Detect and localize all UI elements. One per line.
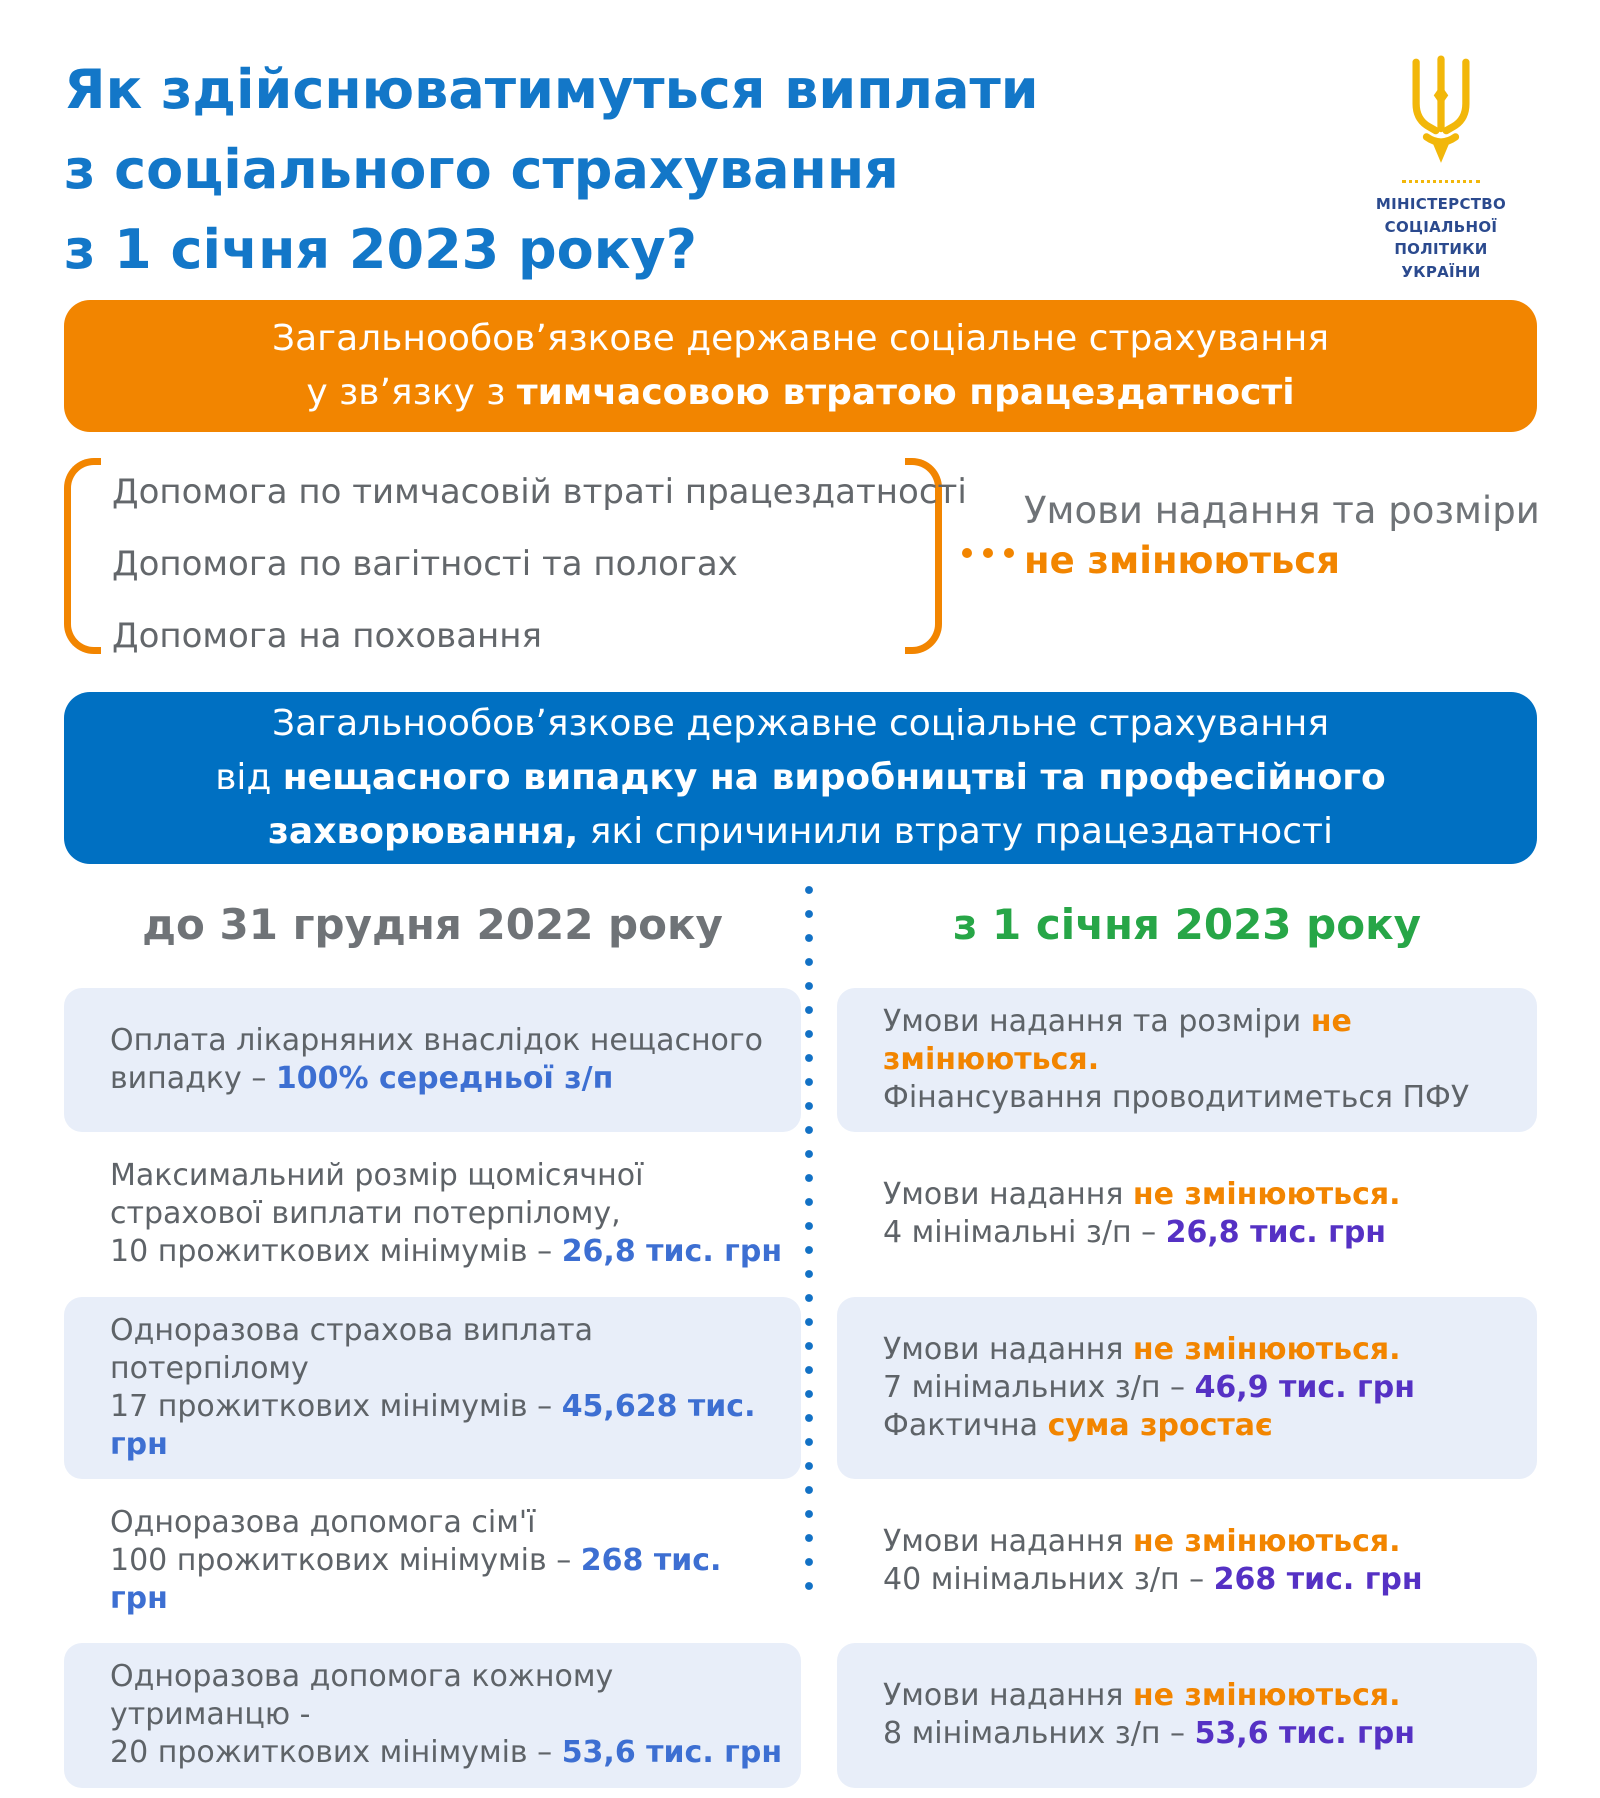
- comparison-row: [64, 1142, 1537, 1286]
- text-segment: 26,8 тис. грн: [561, 1234, 783, 1270]
- page-title-line: з 1 січня 2023 року?: [64, 217, 697, 281]
- text-segment: страхової виплати потерпілому,: [110, 1196, 621, 1232]
- row-left-cell: [64, 1489, 801, 1633]
- benefit-item: Допомога по тимчасовій втраті працездатності: [112, 472, 967, 512]
- row-left-cell: [64, 1142, 801, 1286]
- row-right-cell: [837, 1643, 1537, 1787]
- ministry-name-line: МІНІСТЕРСТВО: [1375, 195, 1507, 213]
- row-right-cell: [837, 1489, 1537, 1633]
- text-line: [883, 1176, 1521, 1214]
- text-line: [110, 1658, 785, 1734]
- text-segment: 268 тис. грн: [110, 1543, 722, 1617]
- text-segment: Фактична: [883, 1407, 1048, 1443]
- text-segment: 4 мінімальні з/п –: [883, 1215, 1166, 1251]
- benefits-note: [1024, 486, 1540, 586]
- text-segment: не змінюються.: [883, 1004, 1352, 1078]
- text-segment: 26,8 тис. грн: [1165, 1215, 1387, 1251]
- text-line: [883, 1561, 1521, 1599]
- text-segment: 17 прожиткових мінімумів –: [110, 1388, 562, 1424]
- ministry-name-line: СОЦІАЛЬНОЇ ПОЛІТИКИ: [1384, 217, 1498, 258]
- banner-text: від: [215, 757, 283, 798]
- text-segment: Оплата лікарняних внаслідок нещасного: [110, 1023, 764, 1059]
- text-segment: 20 прожиткових мінімумів –: [110, 1735, 562, 1771]
- text-segment: 45,628 тис. грн: [110, 1388, 756, 1462]
- text-line: [110, 1060, 785, 1098]
- page-title-line: Як здійснюватимуться виплати: [64, 58, 1039, 121]
- text-segment: 53,6 тис. грн: [1194, 1716, 1415, 1752]
- row-right-cell: [837, 1142, 1537, 1286]
- text-segment: Одноразова допомога сім'ї: [110, 1504, 536, 1540]
- column-header-from-2023: з 1 січня 2023 року: [953, 900, 1421, 949]
- temporary-disability-banner: [64, 300, 1537, 432]
- text-segment: 53,6 тис. грн: [561, 1735, 783, 1771]
- text-line: [110, 1388, 785, 1464]
- text-segment: не змінюються.: [1132, 1523, 1401, 1559]
- benefit-item: Допомога на поховання: [112, 616, 542, 656]
- benefit-list: [112, 472, 967, 688]
- banner-text: які спричинили втрату працездатності: [578, 811, 1333, 852]
- text-line: [110, 1504, 785, 1542]
- comparison-rows: [64, 988, 1537, 1798]
- text-segment: Одноразова страхова виплата потерпілому: [110, 1312, 593, 1386]
- banner-line: [272, 312, 1329, 366]
- ministry-name: [1336, 193, 1546, 283]
- page-title-line: з соціального страхування: [64, 137, 899, 201]
- banner-line: [268, 805, 1333, 859]
- banner-text: у зв’язку з: [306, 372, 517, 413]
- comparison-row: [64, 1489, 1537, 1633]
- text-line: [110, 1734, 785, 1772]
- text-line: [883, 1677, 1521, 1715]
- page-title: [64, 50, 1039, 290]
- ellipsis-dots-icon: [962, 548, 1014, 558]
- text-line: [883, 1079, 1521, 1117]
- text-segment: сума зростає: [1047, 1407, 1273, 1443]
- banner-line: [272, 697, 1329, 751]
- text-line: [110, 1022, 785, 1060]
- text-line: [110, 1312, 785, 1388]
- text-segment: Фінансування проводитиметься ПФУ: [883, 1080, 1470, 1116]
- text-line: [110, 1195, 785, 1233]
- text-segment: Умови надання: [883, 1523, 1133, 1559]
- text-segment: 46,9 тис. грн: [1194, 1369, 1415, 1405]
- text-segment: Умови надання: [883, 1678, 1133, 1714]
- text-line: [110, 1233, 785, 1271]
- text-line: [110, 1542, 785, 1618]
- accident-insurance-banner: [64, 692, 1537, 864]
- text-line: [883, 1369, 1521, 1407]
- benefit-item: Допомога по вагітності та пологах: [112, 544, 738, 584]
- banner-text-bold: тимчасовою втратою працездатності: [516, 372, 1295, 413]
- text-segment: 7 мінімальних з/п –: [883, 1369, 1195, 1405]
- text-segment: 40 мінімальних з/п –: [883, 1562, 1214, 1598]
- text-segment: не змінюються.: [1132, 1678, 1401, 1714]
- text-segment: Умови надання: [883, 1177, 1133, 1213]
- text-segment: Максимальний розмір щомісячної: [110, 1158, 644, 1194]
- text-segment: 100% середньої з/п: [275, 1061, 614, 1097]
- left-bracket-icon: [64, 458, 101, 654]
- text-line: [883, 1331, 1521, 1369]
- benefits-note-highlight: не змінюються: [1024, 538, 1340, 582]
- banner-line: [215, 751, 1386, 805]
- text-segment: Одноразова допомога кожному утриманцю -: [110, 1659, 614, 1733]
- comparison-row: [64, 1297, 1537, 1479]
- text-line: [110, 1157, 785, 1195]
- banner-line: [306, 366, 1294, 420]
- text-segment: не змінюються.: [1132, 1331, 1401, 1367]
- text-segment: Умови надання та розміри: [883, 1004, 1311, 1039]
- benefits-note-text: Умови надання та розміри: [1024, 489, 1540, 532]
- row-left-cell: [64, 988, 801, 1132]
- tryzub-trident-icon: [1336, 56, 1546, 168]
- text-line: [883, 1003, 1521, 1079]
- banner-text: Загальнообов’язкове державне соціальне страхування: [272, 703, 1329, 744]
- column-header-before-2023: до 31 грудня 2022 року: [142, 900, 723, 949]
- comparison-headers: [64, 900, 1537, 949]
- logo-dotted-divider: [1402, 180, 1480, 183]
- banner-text-bold: захворювання,: [268, 811, 579, 852]
- text-segment: 8 мінімальних з/п –: [883, 1716, 1195, 1752]
- banner-text-bold: нещасного випадку на виробництві та професійного: [282, 757, 1386, 798]
- text-line: [883, 1214, 1521, 1252]
- row-right-cell: [837, 988, 1537, 1132]
- text-line: [883, 1407, 1521, 1445]
- text-line: [883, 1715, 1521, 1753]
- comparison-row: [64, 988, 1537, 1132]
- comparison-row: [64, 1643, 1537, 1787]
- text-segment: 268 тис. грн: [1213, 1562, 1423, 1598]
- text-segment: 100 прожиткових мінімумів –: [110, 1543, 581, 1579]
- row-right-cell: [837, 1297, 1537, 1479]
- banner-text: Загальнообов’язкове державне соціальне страхування: [272, 318, 1329, 359]
- row-left-cell: [64, 1643, 801, 1787]
- row-left-cell: [64, 1297, 801, 1479]
- text-segment: Умови надання: [883, 1331, 1133, 1367]
- ministry-name-line: УКРАЇНИ: [1401, 262, 1481, 281]
- text-segment: 10 прожиткових мінімумів –: [110, 1234, 562, 1270]
- text-segment: випадку –: [110, 1061, 276, 1097]
- text-segment: не змінюються.: [1132, 1177, 1401, 1213]
- text-line: [883, 1523, 1521, 1561]
- ministry-logo: [1336, 56, 1546, 283]
